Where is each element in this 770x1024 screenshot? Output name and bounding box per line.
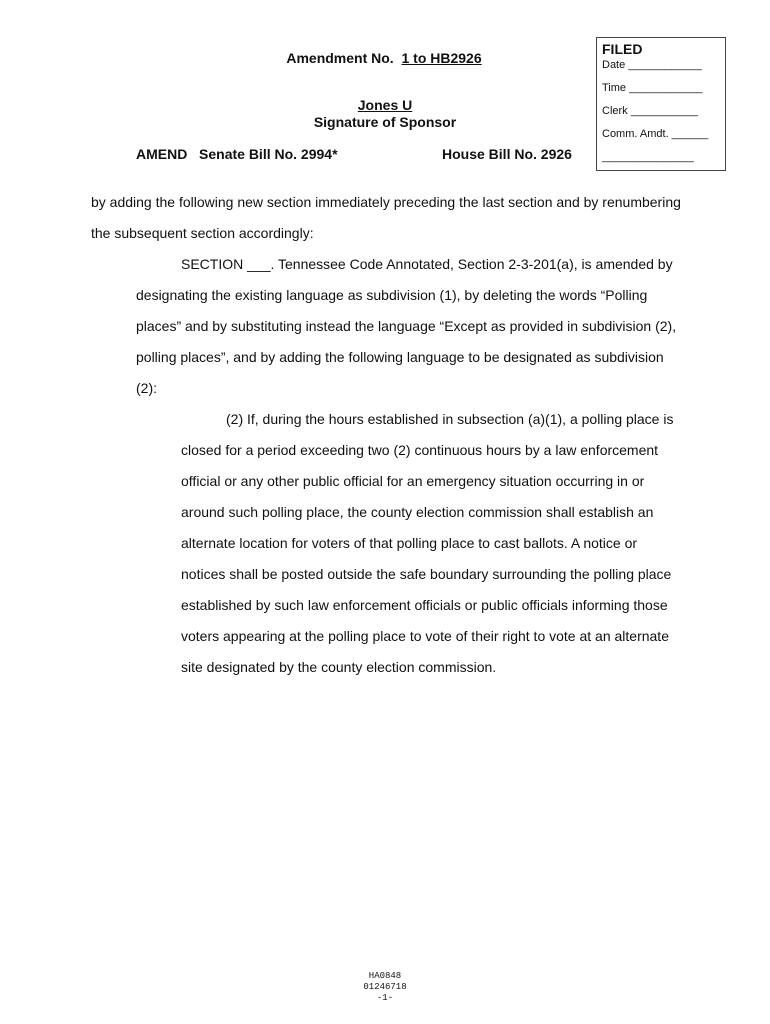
house-bill-number: House Bill No. 2926 — [442, 146, 572, 162]
filed-date-row: Date ____________ — [602, 59, 702, 71]
subdivision-line: official or any other public official for an emergency situation occurring in or — [181, 473, 645, 489]
subdivision-line: closed for a period exceeding two (2) continuous hours by a law enforcement — [181, 442, 659, 458]
subdivision-line: site designated by the county election commission. — [181, 659, 497, 675]
section-line: SECTION ___. Tennessee Code Annotated, Section 2-3-201(a), is amended by — [181, 256, 673, 272]
filed-stamp-box — [596, 37, 726, 171]
senate-bill-number: Senate Bill No. 2994* — [199, 146, 338, 162]
sponsor-signature-label: Signature of Sponsor — [313, 114, 457, 130]
amendment-label: Amendment No. — [286, 50, 394, 66]
amendment-number: 1 to HB2926 — [401, 50, 482, 66]
filed-title: FILED — [602, 41, 643, 57]
subdivision-line: alternate location for voters of that polling place to cast ballots. A notice or — [181, 535, 638, 551]
section-line: places” and by substituting instead the language “Except as provided in subdivision (2), — [136, 318, 677, 334]
subdivision-line: notices shall be posted outside the safe boundary surrounding the polling place — [181, 566, 672, 582]
page-number: -1- — [376, 993, 394, 1003]
page-footer — [0, 971, 770, 1004]
footer-number: 01246718 — [363, 982, 407, 992]
filed-time-row: Time ____________ — [602, 82, 703, 94]
amend-senate-bill-line — [136, 146, 338, 162]
filed-comm-amdt-row: Comm. Amdt. ______ — [602, 128, 709, 140]
sponsor-name: Jones U — [357, 97, 413, 113]
footer-code: HA0848 — [368, 971, 402, 981]
subdivision-line: established by such law enforcement officials or public officials informing those — [181, 597, 668, 613]
amend-word: AMEND — [136, 146, 188, 162]
section-line: polling places”, and by adding the following language to be designated as subdivision — [136, 349, 664, 365]
section-line: (2): — [136, 380, 157, 396]
filed-clerk-row: Clerk ___________ — [602, 105, 699, 117]
body-line: by adding the following new section immediately preceding the last section and by renumbering — [91, 194, 681, 210]
subdivision-line: voters appearing at the polling place to vote of their right to vote at an alternate — [181, 628, 669, 644]
subdivision-line: (2) If, during the hours established in subsection (a)(1), a polling place is — [226, 411, 674, 427]
filed-blank-row: _______________ — [602, 151, 694, 163]
body-line: the subsequent section accordingly: — [91, 225, 314, 241]
section-line: designating the existing language as subdivision (1), by deleting the words “Polling — [136, 287, 648, 303]
subdivision-line: around such polling place, the county election commission shall establish an — [181, 504, 654, 520]
